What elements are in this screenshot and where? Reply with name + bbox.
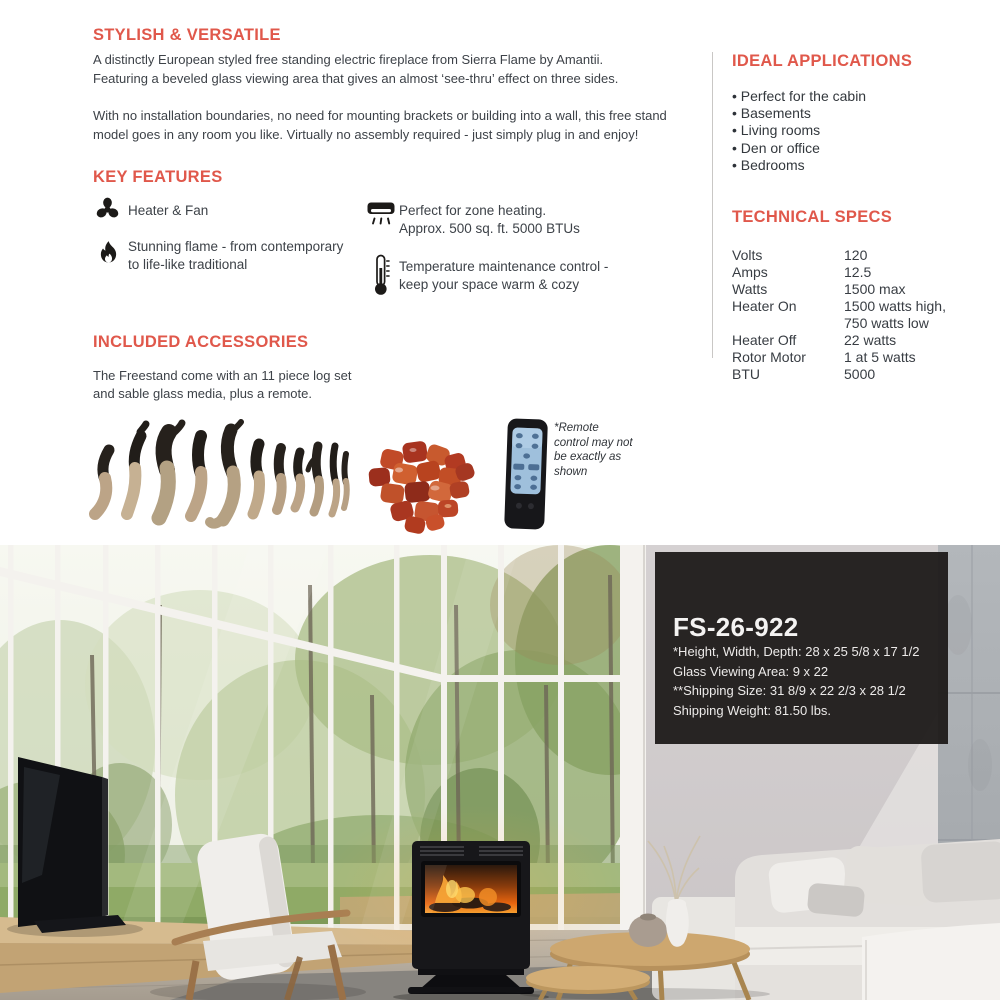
model-info-overlay bbox=[655, 552, 948, 744]
application-item: • Living rooms bbox=[732, 122, 866, 139]
stylish-versatile-heading: STYLISH & VERSATILE bbox=[93, 26, 281, 44]
spec-label: Volts bbox=[732, 247, 763, 263]
flame-icon bbox=[98, 240, 119, 271]
column-divider bbox=[712, 52, 713, 358]
intro-p1-line2: Featuring a beveled glass viewing area that gives an almost ‘see-thru’ effect on three sides. bbox=[93, 70, 619, 86]
accessories-desc-line1: The Freestand come with an 11 piece log set bbox=[93, 368, 352, 383]
overlay-glass-area: Glass Viewing Area: 9 x 22 bbox=[673, 663, 829, 679]
spec-row bbox=[732, 247, 946, 264]
feature-flame-line1: Stunning flame - from contemporary bbox=[128, 239, 344, 254]
remote-control-image bbox=[503, 417, 551, 538]
heater-vent-icon bbox=[366, 200, 396, 231]
spec-row bbox=[732, 366, 946, 383]
ideal-applications-heading: IDEAL APPLICATIONS bbox=[732, 52, 913, 70]
spec-value: 120 bbox=[844, 247, 868, 263]
spec-row bbox=[732, 298, 946, 332]
glass-media-image bbox=[353, 420, 483, 540]
feature-zone-line1: Perfect for zone heating. bbox=[399, 203, 547, 218]
spec-row bbox=[732, 349, 946, 366]
overlay-shipping-weight: Shipping Weight: 81.50 lbs. bbox=[673, 702, 832, 718]
model-number: FS-26-922 bbox=[673, 612, 799, 642]
spec-value: 12.5 bbox=[844, 264, 872, 280]
spec-label: Rotor Motor bbox=[732, 349, 806, 365]
fan-icon bbox=[95, 197, 120, 227]
application-item: • Basements bbox=[732, 105, 866, 122]
spec-row bbox=[732, 281, 946, 298]
spec-value-line1: 1500 watts high, bbox=[844, 298, 946, 314]
remote-note: *Remote control may not be exactly as shown bbox=[554, 422, 633, 478]
spec-label: Heater On bbox=[732, 298, 797, 314]
spec-label: Amps bbox=[732, 264, 768, 280]
overlay-shipping-size: **Shipping Size: 31 8/9 x 22 2/3 x 28 1/2 bbox=[673, 683, 906, 698]
thermometer-icon bbox=[372, 254, 390, 301]
lifestyle-photo bbox=[0, 545, 1000, 1000]
feature-temp-line1: Temperature maintenance control - bbox=[399, 259, 609, 274]
spec-value bbox=[844, 298, 946, 332]
accessories-description bbox=[93, 367, 351, 403]
application-item: • Bedrooms bbox=[732, 157, 866, 174]
technical-specs-table bbox=[732, 247, 946, 383]
intro-p2-line1: With no installation boundaries, no need for mounting brackets or building into a wall, this free stand bbox=[93, 108, 667, 123]
ideal-applications-list bbox=[732, 88, 866, 174]
application-item: • Den or office bbox=[732, 140, 866, 157]
key-features-heading: KEY FEATURES bbox=[93, 168, 223, 186]
spec-row bbox=[732, 332, 946, 349]
included-accessories-heading: INCLUDED ACCESSORIES bbox=[93, 333, 309, 351]
feature-heater-fan-label: Heater & Fan bbox=[128, 203, 209, 218]
spec-label: Heater Off bbox=[732, 332, 797, 348]
spec-value-line2: 750 watts low bbox=[844, 315, 929, 331]
intro-paragraph-2 bbox=[93, 107, 667, 144]
intro-p1-line1: A distinctly European styled free standing electric fireplace from Sierra Flame by Amantii. bbox=[93, 52, 604, 67]
feature-zone-heating bbox=[399, 202, 580, 238]
spec-value: 1500 max bbox=[844, 281, 906, 297]
feature-flame-line2: to life-like traditional bbox=[128, 257, 248, 272]
feature-temp-line2: keep your space warm & cozy bbox=[399, 277, 580, 292]
intro-paragraph-1 bbox=[93, 51, 618, 88]
technical-specs-heading: TECHNICAL SPECS bbox=[732, 208, 893, 226]
spec-row bbox=[732, 264, 946, 281]
spec-label: BTU bbox=[732, 366, 760, 382]
application-item: • Perfect for the cabin bbox=[732, 88, 866, 105]
feature-temperature bbox=[399, 258, 608, 294]
intro-p2-line2: model goes in any room you like. Virtually no assembly required - just simply plug in and enjoy! bbox=[93, 126, 639, 142]
spec-label: Watts bbox=[732, 281, 768, 297]
spec-value: 5000 bbox=[844, 366, 876, 382]
white-vase bbox=[666, 899, 689, 947]
log-set-image bbox=[85, 418, 350, 543]
spec-value: 1 at 5 watts bbox=[844, 349, 916, 365]
accessories-desc-line2: and sable glass media, plus a remote. bbox=[93, 386, 312, 401]
spec-value: 22 watts bbox=[844, 332, 897, 348]
overlay-dimensions: *Height, Width, Depth: 28 x 25 5/8 x 17 1/2 bbox=[673, 644, 920, 659]
feature-flame bbox=[128, 238, 343, 274]
feature-zone-line2: Approx. 500 sq. ft. 5000 BTUs bbox=[399, 221, 580, 236]
